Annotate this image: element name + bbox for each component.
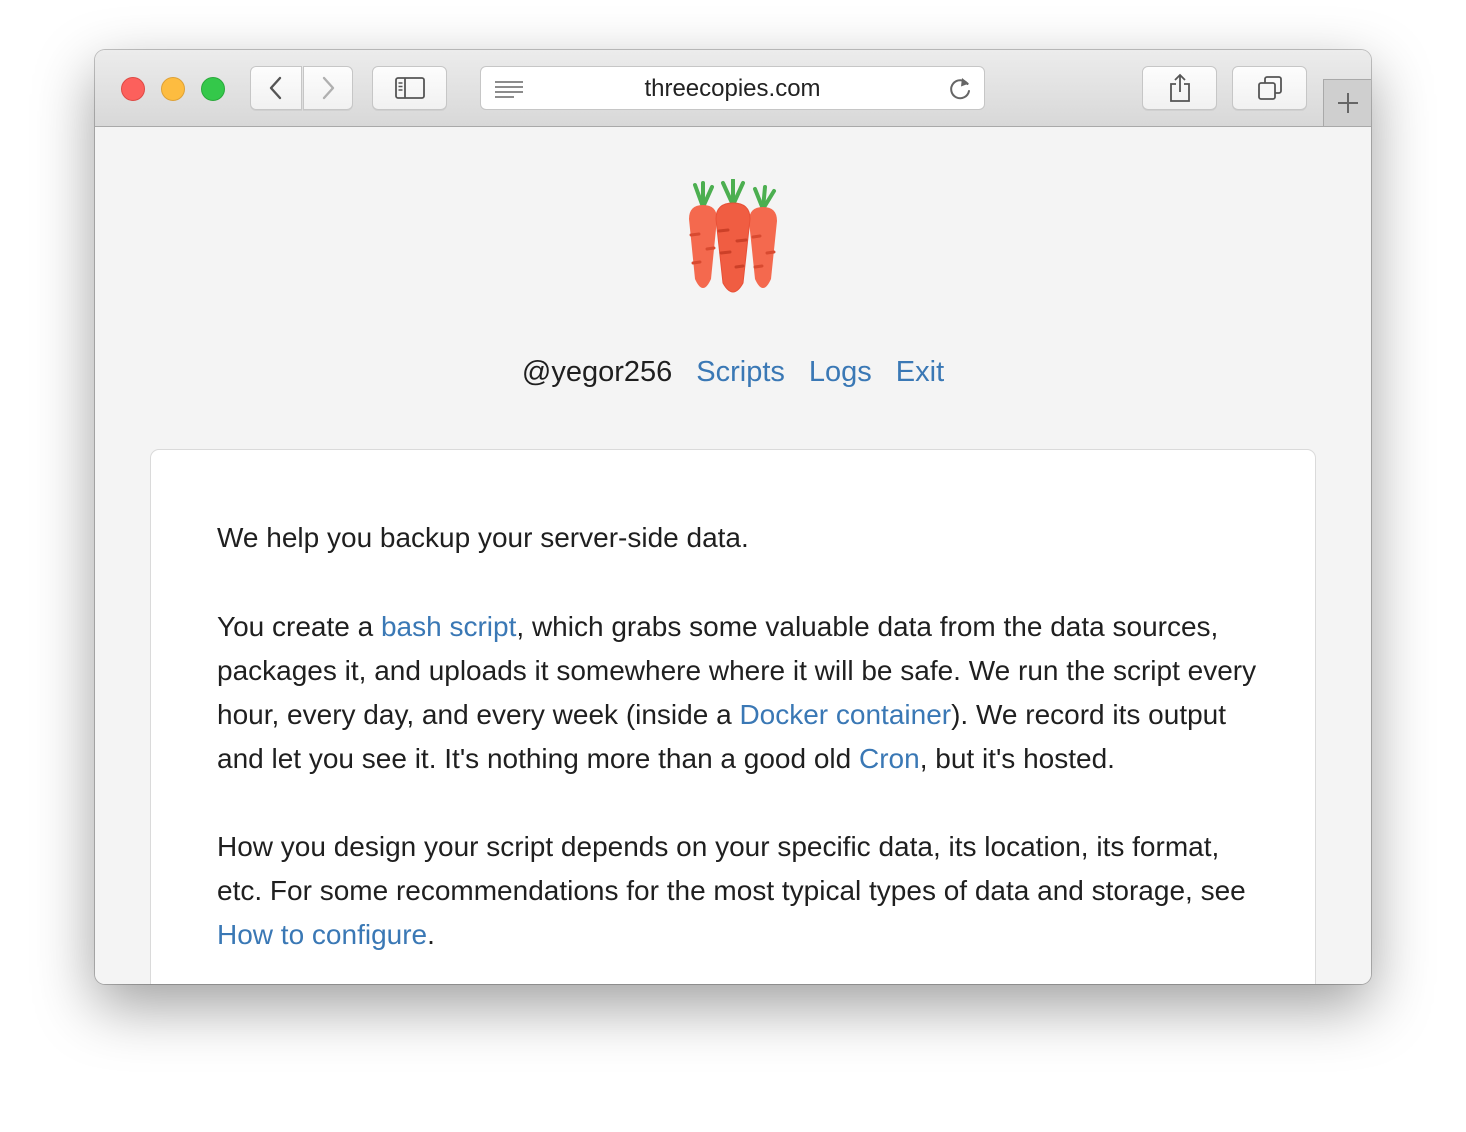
nav-username: @yegor256 — [521, 356, 673, 388]
chevron-right-icon — [318, 76, 338, 100]
cron-link[interactable]: Cron — [859, 743, 920, 774]
sidebar-icon — [395, 77, 425, 99]
bash-script-link[interactable]: bash script — [380, 611, 517, 642]
chevron-left-icon — [266, 76, 286, 100]
sidebar-toggle-button[interactable] — [372, 66, 447, 110]
how-to-configure-link[interactable]: How to configure — [217, 919, 428, 950]
minimize-window-button[interactable] — [161, 77, 185, 101]
close-window-button[interactable] — [121, 77, 145, 101]
configure-paragraph — [217, 825, 1257, 957]
share-icon — [1168, 73, 1192, 103]
nav-scripts-link[interactable]: Scripts — [696, 356, 785, 388]
description-text: , which grabs some valuable data from the data sources, packages it, and uploads it somewhere where it will be safe. We run the script every hour, every day, and every week (inside a — [217, 611, 1257, 730]
docker-container-link[interactable]: Docker container — [739, 699, 952, 730]
tabs-overview-icon — [1257, 75, 1283, 101]
browser-toolbar — [95, 50, 1371, 127]
description-paragraph — [217, 605, 1257, 781]
forward-button[interactable] — [303, 66, 353, 110]
nav-logs-link[interactable]: Logs — [808, 356, 872, 388]
zoom-window-button[interactable] — [201, 77, 225, 101]
description-text: , but it's hosted. — [919, 743, 1115, 774]
new-tab-button[interactable] — [1323, 79, 1371, 126]
reader-lines-icon[interactable] — [494, 80, 524, 98]
carrots-logo — [681, 179, 785, 297]
description-text: You create a — [217, 611, 381, 642]
page-content — [95, 127, 1371, 984]
back-button[interactable] — [250, 66, 302, 110]
url-text[interactable]: threecopies.com — [644, 75, 821, 102]
site-nav — [95, 354, 1371, 390]
share-button[interactable] — [1142, 66, 1217, 110]
configure-text: How you design your script depends on your specific data, its location, its format, etc. For some recommendations for the most typical types of data and storage, see — [217, 831, 1246, 906]
intro-paragraph: We help you backup your server-side data. — [217, 522, 749, 553]
browser-window — [95, 50, 1371, 984]
plus-icon — [1337, 92, 1359, 114]
content-card — [150, 449, 1316, 984]
address-bar[interactable] — [480, 66, 985, 110]
tabs-overview-button[interactable] — [1232, 66, 1307, 110]
reload-icon[interactable] — [947, 75, 973, 103]
nav-exit-link[interactable]: Exit — [895, 356, 945, 388]
configure-text: . — [427, 919, 435, 950]
description-text: ). We record its output and let you see it. It's nothing more than a good old — [217, 699, 1227, 774]
